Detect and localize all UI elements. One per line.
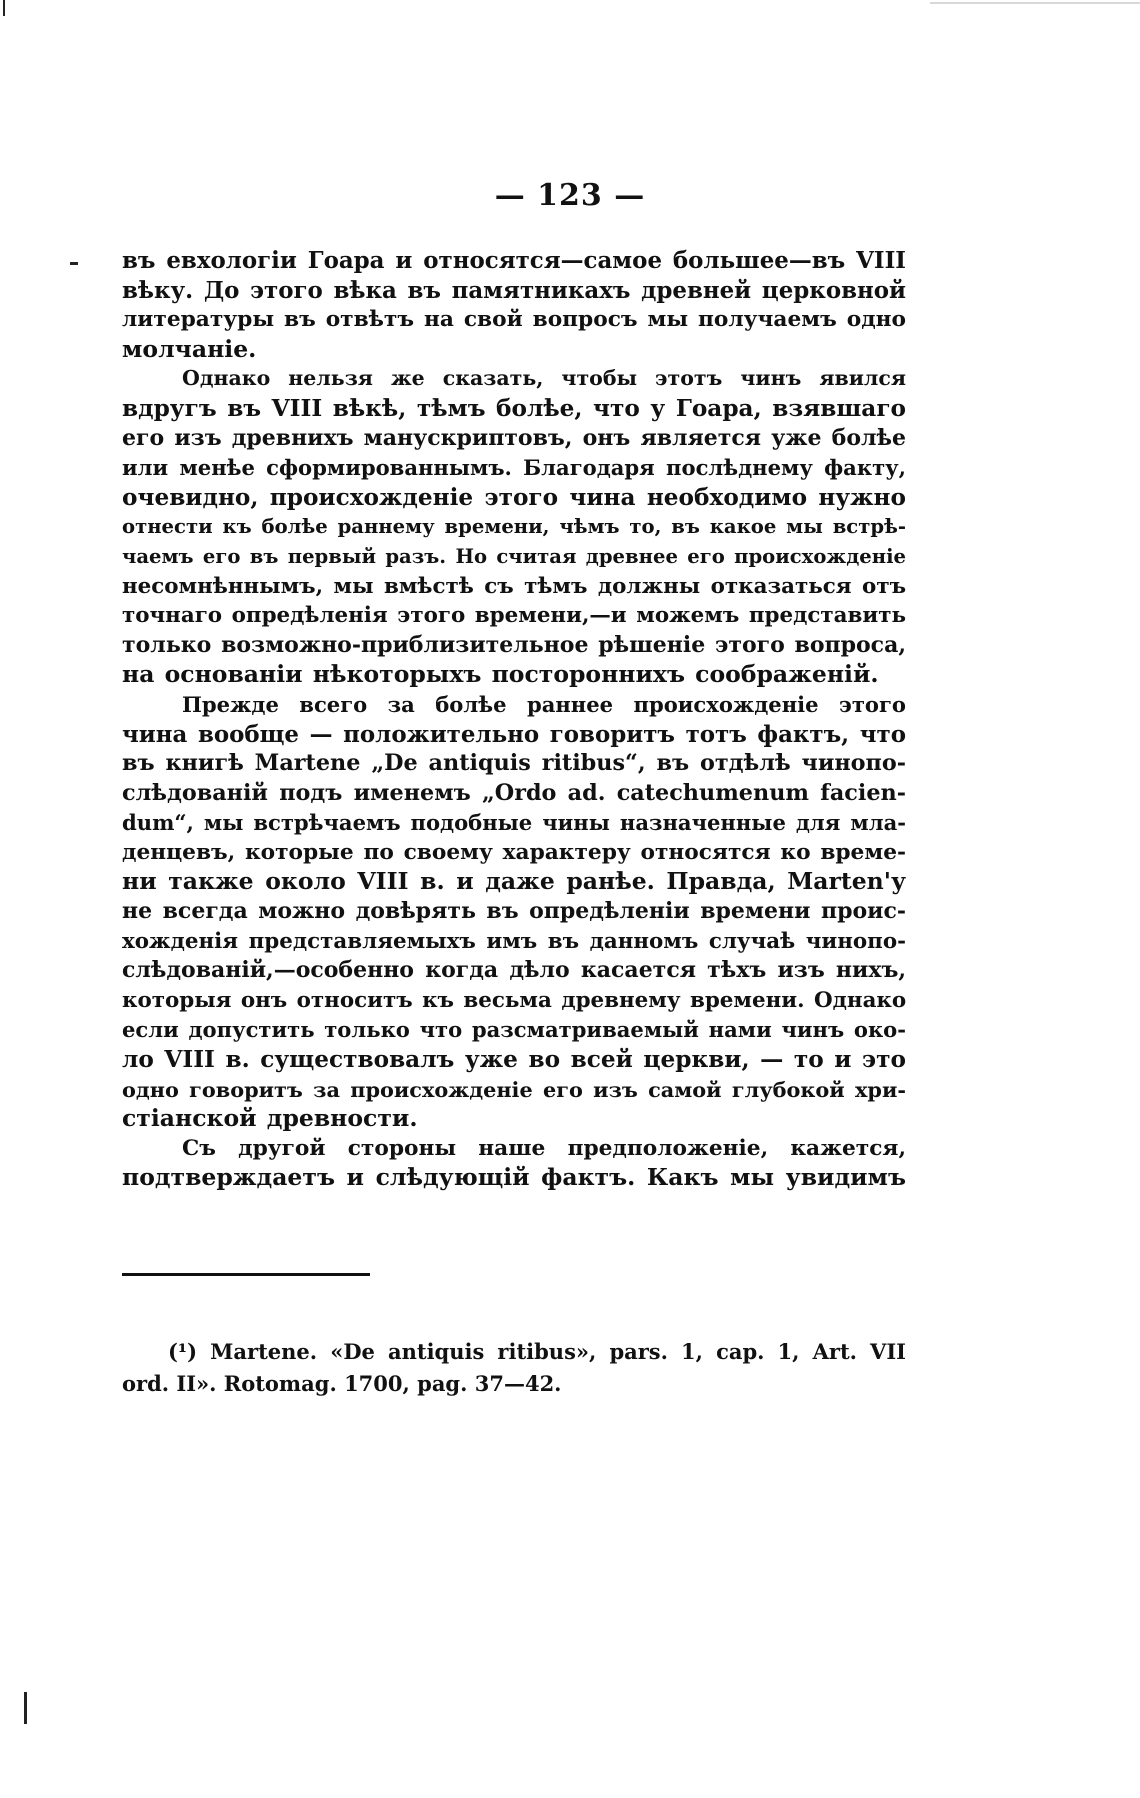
text-line: только возможно-приблизительное рѣшеніе этого вопроса, <box>122 631 906 658</box>
body-text <box>122 246 906 1193</box>
text-line: подтверждаетъ и слѣдующій фактъ. Какъ мы увидимъ <box>122 1163 906 1192</box>
text-line: слѣдованій,—особенно когда дѣло касается тѣхъ изъ нихъ, <box>122 957 906 984</box>
text-line: Съ другой стороны наше предположеніе, кажется, <box>182 1135 906 1161</box>
text-line: одно говоритъ за происхожденіе его изъ самой глубокой хри- <box>122 1076 906 1102</box>
footnote <box>122 1336 906 1400</box>
footnote-line: (¹) Martene. «De antiquis ritibus», pars. 1, cap. 1, Art. VII <box>168 1339 906 1364</box>
page-number: — 123 — <box>494 178 646 213</box>
text-line: Однако нельзя же сказать, чтобы этотъ чинъ явился <box>182 366 906 391</box>
text-line: хожденія представляемыхъ имъ въ данномъ случаѣ чинопо- <box>122 928 906 954</box>
text-line: молчаніе. <box>122 334 257 363</box>
text-line: или менѣе сформированнымъ. Благодаря послѣднему факту, <box>122 455 906 481</box>
text-line: денцевъ, которые по своему характеру относятся ко време- <box>122 839 906 865</box>
text-line: ло VIII в. существовалъ уже во всей церкви, — то и это <box>122 1046 906 1074</box>
text-line: несомнѣннымъ, мы вмѣстѣ съ тѣмъ должны отказаться отъ <box>122 573 906 599</box>
text-line: dum“, мы встрѣчаемъ подобные чины назначенные для мла- <box>122 810 906 836</box>
text-line: стіанской древности. <box>122 1104 418 1133</box>
text-line: въ книгѣ Martene „De antiquis ritibus“, въ отдѣлѣ чинопо- <box>122 750 906 777</box>
text-line: точнаго опредѣленія этого времени,—и можемъ представить <box>122 603 906 629</box>
text-line: его изъ древнихъ манускриптовъ, онъ является уже болѣе <box>122 424 906 451</box>
text-line: слѣдованій подъ именемъ „Ordo ad. catechumenum facien- <box>122 779 906 806</box>
text-line: если допустить только что разсматриваемый нами чинъ око- <box>122 1017 906 1043</box>
text-line: литературы въ отвѣтъ на свой вопросъ мы получаемъ одно <box>122 307 906 333</box>
margin-dash <box>70 262 78 265</box>
text-line: вѣку. До этого вѣка въ памятникахъ древней церковной <box>122 276 906 304</box>
text-line: не всегда можно довѣрять въ опредѣленіи времени проис- <box>122 898 906 925</box>
margin-mark <box>3 0 5 16</box>
text-line: ни также около VIII в. и даже ранѣе. Правда, Marten'у <box>122 867 906 896</box>
text-line: Прежде всего за болѣе раннее происхожденіе этого <box>182 691 906 717</box>
footnote-rule <box>122 1273 370 1276</box>
text-line: на основаніи нѣкоторыхъ постороннихъ соображеній. <box>122 660 879 689</box>
text-line: отнести къ болѣе раннему времени, чѣмъ то, въ какое мы встрѣ- <box>122 515 906 539</box>
scan-edge-line <box>930 2 1140 4</box>
margin-mark-bottom <box>24 1692 27 1724</box>
text-line: чаемъ его въ первый разъ. Но считая древнее его происхожденіе <box>122 544 906 568</box>
text-line: которыя онъ относитъ къ весьма древнему времени. Однако <box>122 987 907 1013</box>
footnote-line: ord. II». Rotomag. 1700, pag. 37—42. <box>122 1371 562 1396</box>
text-line: вдругъ въ VIII вѣкѣ, тѣмъ болѣе, что у Гоара, взявшаго <box>122 394 906 422</box>
text-line: чина вообще — положительно говоритъ тотъ фактъ, что <box>122 720 906 748</box>
text-line: очевидно, происхожденіе этого чина необходимо нужно <box>122 483 906 511</box>
text-line: въ евхологіи Гоара и относятся—самое большее—въ VIII <box>122 247 906 274</box>
